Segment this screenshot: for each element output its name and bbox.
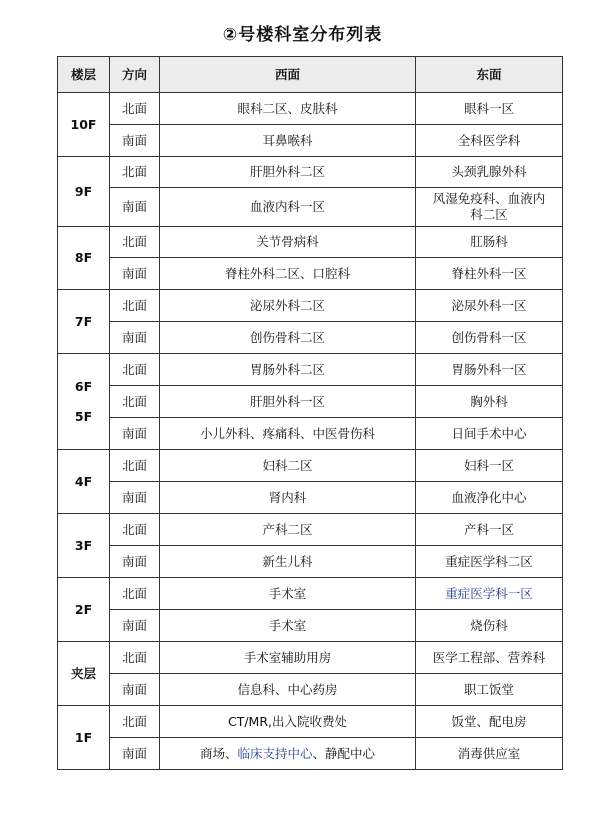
- table-row: [58, 546, 563, 578]
- east-cell: 日间手术中心: [416, 418, 563, 450]
- direction-cell: 北面: [110, 93, 160, 125]
- west-cell-part: 商场、: [199, 745, 238, 761]
- direction-cell: 北面: [110, 706, 160, 738]
- table-row: [58, 706, 563, 738]
- table-row: [58, 157, 563, 188]
- west-cell-part: 、静配中心: [312, 745, 376, 761]
- direction-cell: 北面: [110, 386, 160, 418]
- direction-cell: 北面: [110, 290, 160, 322]
- direction-cell: 北面: [110, 514, 160, 546]
- east-cell: 胸外科: [416, 386, 563, 418]
- table-row: [58, 610, 563, 642]
- direction-cell: 南面: [110, 322, 160, 354]
- table-row: [58, 386, 563, 418]
- header-west: 西面: [160, 57, 416, 93]
- table-row: [58, 125, 563, 157]
- west-cell: 小儿外科、疼痛科、中医骨伤科: [160, 418, 416, 450]
- floor-cell: 7F: [58, 290, 110, 354]
- west-cell-part: 临床支持中心: [237, 745, 313, 761]
- east-cell: 产科一区: [416, 514, 563, 546]
- direction-cell: 北面: [110, 227, 160, 258]
- direction-cell: 南面: [110, 482, 160, 514]
- table-row: [58, 93, 563, 125]
- table-row: [58, 514, 563, 546]
- west-cell: [160, 738, 416, 770]
- east-cell: 胃肠外科一区: [416, 354, 563, 386]
- header-direction: 方向: [110, 57, 160, 93]
- east-cell: [416, 188, 563, 227]
- west-cell: 新生儿科: [160, 546, 416, 578]
- east-cell: 消毒供应室: [416, 738, 563, 770]
- floor-cell: 3F: [58, 514, 110, 578]
- west-cell: CT/MR,出入院收费处: [160, 706, 416, 738]
- floor-cell: 夹层: [58, 642, 110, 706]
- direction-cell: 南面: [110, 188, 160, 227]
- table-row: [58, 258, 563, 290]
- west-cell: 胃肠外科二区: [160, 354, 416, 386]
- west-cell: 手术室: [160, 578, 416, 610]
- floor-cell: 10F: [58, 93, 110, 157]
- page-title: ②号楼科室分布列表: [222, 25, 383, 45]
- east-cell-line: 风湿免疫科、血液内: [432, 191, 546, 206]
- floor-cell: 2F: [58, 578, 110, 642]
- east-cell: 眼科一区: [416, 93, 563, 125]
- east-cell: 饭堂、配电房: [416, 706, 563, 738]
- table-row: [58, 450, 563, 482]
- west-cell: 手术室辅助用房: [160, 642, 416, 674]
- floor-cell: 8F: [58, 227, 110, 290]
- table-row: [58, 738, 563, 770]
- table-row: [58, 354, 563, 386]
- table-row: [58, 578, 563, 610]
- direction-cell: 南面: [110, 258, 160, 290]
- direction-cell: 北面: [110, 354, 160, 386]
- west-cell: 肾内科: [160, 482, 416, 514]
- table-row: [58, 674, 563, 706]
- table-row: [58, 418, 563, 450]
- west-cell: 耳鼻喉科: [160, 125, 416, 157]
- east-cell: 泌尿外科一区: [416, 290, 563, 322]
- direction-cell: 北面: [110, 578, 160, 610]
- header-floor: 楼层: [58, 57, 110, 93]
- east-cell: 重症医学科二区: [416, 546, 563, 578]
- floor-cell: [58, 354, 110, 450]
- floor-label: 5F: [74, 408, 93, 424]
- west-cell: 肝胆外科二区: [160, 157, 416, 188]
- table-row: [58, 482, 563, 514]
- direction-cell: 南面: [110, 738, 160, 770]
- table-row: [58, 642, 563, 674]
- west-cell: 创伤骨科二区: [160, 322, 416, 354]
- east-cell: 头颈乳腺外科: [416, 157, 563, 188]
- table-row: [58, 188, 563, 227]
- east-cell: 重症医学科一区: [416, 578, 563, 610]
- west-cell: 泌尿外科二区: [160, 290, 416, 322]
- east-cell: 妇科一区: [416, 450, 563, 482]
- west-cell: 信息科、中心药房: [160, 674, 416, 706]
- direction-cell: 南面: [110, 546, 160, 578]
- table-row: [58, 227, 563, 258]
- floor-label: 6F: [74, 378, 93, 394]
- direction-cell: 北面: [110, 450, 160, 482]
- direction-cell: 南面: [110, 125, 160, 157]
- west-cell: 血液内科一区: [160, 188, 416, 227]
- west-cell: 眼科二区、皮肤科: [160, 93, 416, 125]
- department-distribution-table: [57, 56, 563, 770]
- east-cell: 职工饭堂: [416, 674, 563, 706]
- east-cell: 创伤骨科一区: [416, 322, 563, 354]
- east-cell-line: 科二区: [470, 207, 508, 222]
- west-cell: 关节骨病科: [160, 227, 416, 258]
- floor-cell: 9F: [58, 157, 110, 227]
- table-header-row: [58, 57, 563, 93]
- direction-cell: 南面: [110, 674, 160, 706]
- east-cell: 血液净化中心: [416, 482, 563, 514]
- west-cell: 手术室: [160, 610, 416, 642]
- west-cell: 脊柱外科二区、口腔科: [160, 258, 416, 290]
- table-row: [58, 290, 563, 322]
- floor-cell: 4F: [58, 450, 110, 514]
- east-cell: 医学工程部、营养科: [416, 642, 563, 674]
- east-cell: 脊柱外科一区: [416, 258, 563, 290]
- direction-cell: 北面: [110, 157, 160, 188]
- direction-cell: 北面: [110, 642, 160, 674]
- direction-cell: 南面: [110, 610, 160, 642]
- east-cell: 全科医学科: [416, 125, 563, 157]
- floor-cell: 1F: [58, 706, 110, 770]
- west-cell: 产科二区: [160, 514, 416, 546]
- east-cell: 烧伤科: [416, 610, 563, 642]
- west-cell: 妇科二区: [160, 450, 416, 482]
- table-row: [58, 322, 563, 354]
- header-east: 东面: [416, 57, 563, 93]
- direction-cell: 南面: [110, 418, 160, 450]
- east-cell: 肛肠科: [416, 227, 563, 258]
- west-cell: 肝胆外科一区: [160, 386, 416, 418]
